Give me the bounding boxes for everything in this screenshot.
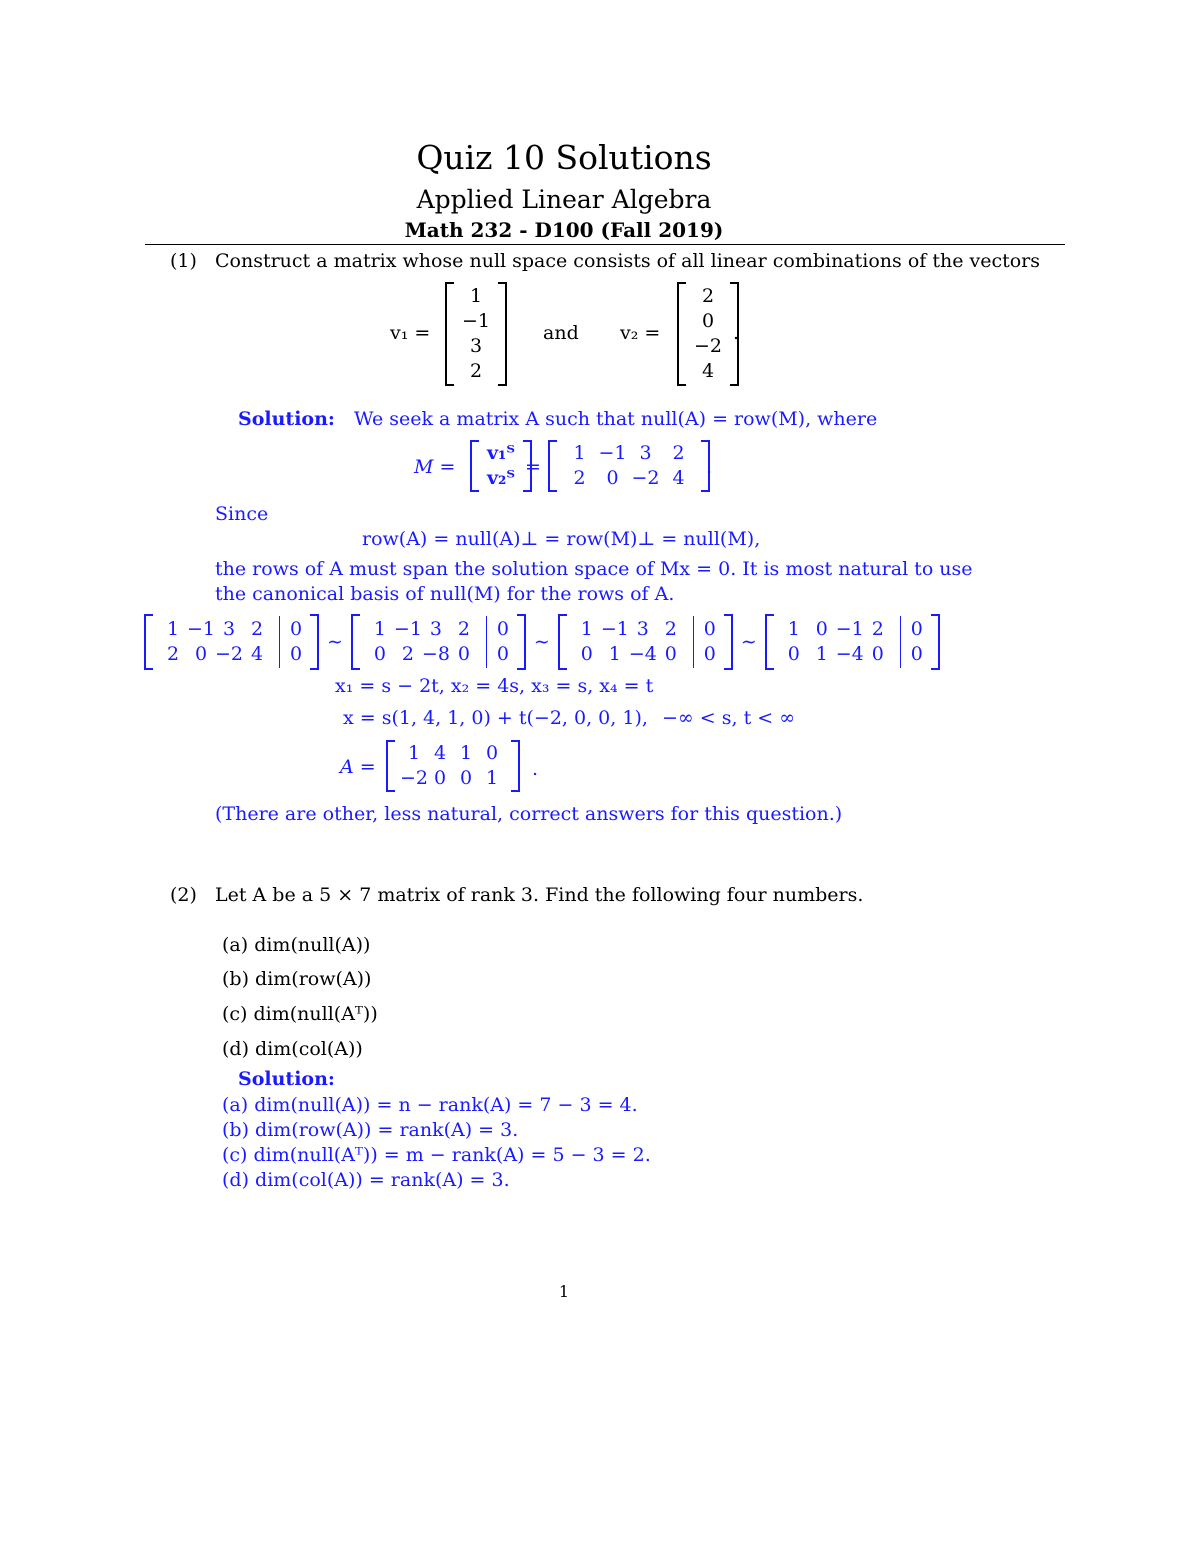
matrix-entry: 1 (608, 643, 621, 665)
matrix-entry: 1 (485, 767, 499, 789)
augmentation-bar (486, 616, 487, 668)
q2-answer-d: (d) dim(col(A)) = rank(A) = 3. (222, 1169, 510, 1191)
matrix-entry: 2 (573, 467, 586, 489)
since-equation: row(A) = null(A)⊥ = row(M)⊥ = null(M), (362, 528, 761, 550)
m-equals: = (525, 456, 541, 478)
matrix-entry: 2 (457, 618, 470, 640)
matrix-entry: −4 (835, 643, 864, 665)
matrix-entry: −1 (187, 618, 216, 640)
a-matrix (386, 740, 520, 792)
matrix-entry: 0 (289, 618, 303, 640)
q2-prompt: Let A be a 5 × 7 matrix of rank 3. Find the following four numbers. (215, 884, 864, 906)
matrix-entry: 4 (250, 643, 264, 665)
vector-entry: v₂ᵀ (487, 467, 515, 489)
vector-entry: −1 (461, 310, 490, 332)
matrix-entry: −1 (835, 618, 864, 640)
row-equivalent-symbol: ∼ (740, 631, 757, 653)
page-number: 1 (558, 1282, 570, 1301)
matrix-entry: −1 (600, 618, 629, 640)
row-equivalent-symbol: ∼ (533, 631, 550, 653)
v1-label: v₁ = (390, 322, 431, 344)
row-reduction (144, 614, 940, 670)
since-word: Since (215, 503, 269, 525)
augmentation-bar (693, 616, 694, 668)
q1-note: (There are other, less natural, correct answers for this question.) (215, 803, 843, 825)
course-info: Math 232 - D100 (Fall 2019) (404, 218, 724, 242)
header-rule (145, 244, 1065, 245)
matrix-entry: 3 (429, 618, 442, 640)
q2-item-d: (d) dim(col(A)) (222, 1038, 363, 1060)
augmentation-bar (279, 616, 280, 668)
m-period: . (706, 456, 713, 478)
vector-entry: v₁ᵀ (487, 442, 515, 464)
augmented-matrix (144, 614, 319, 670)
q1-paragraph-line2: the canonical basis of null(M) for the rows of A. (215, 583, 675, 605)
matrix-entry: 2 (664, 618, 677, 640)
q2-answer-a: (a) dim(null(A)) = n − rank(A) = 7 − 3 = 4. (222, 1094, 638, 1116)
matrix-entry: 3 (222, 618, 236, 640)
matrix-entry: 2 (166, 643, 180, 665)
matrix-entry: 0 (485, 742, 499, 764)
q1-solution-label: Solution: (238, 408, 335, 430)
matrix-entry: 3 (636, 618, 649, 640)
matrix-entry: 0 (459, 767, 473, 789)
augmented-matrix (351, 614, 526, 670)
matrix-entry: 3 (639, 442, 652, 464)
matrix-entry: 0 (457, 643, 470, 665)
m-label: M = (414, 456, 456, 478)
q2-item-c: (c) dim(null(Aᵀ)) (222, 1003, 378, 1025)
matrix-entry: −2 (631, 467, 660, 489)
matrix-entry: 1 (815, 643, 828, 665)
page-title: Quiz 10 Solutions (416, 138, 712, 177)
matrix-entry: 0 (815, 618, 828, 640)
matrix-entry: 0 (289, 643, 303, 665)
a-label: A = (340, 756, 376, 778)
matrix-entry: 0 (373, 643, 386, 665)
q2-number: (2) (170, 884, 197, 906)
q2-solution-label: Solution: (238, 1068, 335, 1090)
solution-vector-equation: x = s(1, 4, 1, 0) + t(−2, 0, 0, 1), (343, 707, 648, 729)
q2-item-b: (b) dim(row(A)) (222, 968, 372, 990)
matrix-entry: 0 (910, 618, 923, 640)
matrix-entry: 0 (871, 643, 884, 665)
m-transpose-vector (470, 440, 532, 492)
v2-label: v₂ = (620, 322, 661, 344)
a-period: . (532, 758, 539, 780)
matrix-entry: 4 (433, 742, 447, 764)
matrix-entry: 0 (496, 643, 509, 665)
matrix-entry: −1 (393, 618, 422, 640)
matrix-entry: 0 (664, 643, 677, 665)
matrix-entry: 2 (672, 442, 685, 464)
augmented-matrix (558, 614, 733, 670)
matrix-entry: 0 (703, 643, 716, 665)
vector-entry: −2 (693, 335, 722, 357)
m-matrix (548, 440, 713, 492)
matrix-entry: 0 (787, 643, 800, 665)
vector-entry: 2 (469, 360, 483, 382)
matrix-entry: −2 (215, 643, 244, 665)
matrix-entry: −2 (400, 767, 429, 789)
matrix-entry: 0 (496, 618, 509, 640)
matrix-entry: 1 (373, 618, 386, 640)
matrix-entry: 0 (433, 767, 447, 789)
matrix-entry: 0 (910, 643, 923, 665)
matrix-entry: 2 (250, 618, 264, 640)
matrix-entry: 2 (401, 643, 414, 665)
q2-item-a: (a) dim(null(A)) (222, 934, 371, 956)
matrix-entry: 0 (194, 643, 208, 665)
vector-entry: 3 (469, 335, 483, 357)
vector-entry: 4 (701, 360, 715, 382)
v1-vector (445, 282, 507, 386)
matrix-entry: 0 (703, 618, 716, 640)
vector-entry: 1 (469, 285, 483, 307)
parametric-equations: x₁ = s − 2t, x₂ = 4s, x₃ = s, x₄ = t (335, 675, 654, 697)
q1-prompt: Construct a matrix whose null space consists of all linear combinations of the vectors (215, 250, 1041, 272)
matrix-entry: 0 (580, 643, 593, 665)
v2-vector (677, 282, 739, 386)
matrix-entry: 1 (166, 618, 180, 640)
matrix-entry: 0 (606, 467, 619, 489)
q1-solution-intro: We seek a matrix A such that null(A) = row(M), where (354, 408, 878, 430)
row-equivalent-symbol: ∼ (327, 631, 343, 653)
matrix-entry: −8 (421, 643, 450, 665)
vector-entry: 2 (701, 285, 715, 307)
augmentation-bar (900, 616, 901, 668)
matrix-entry: −1 (598, 442, 627, 464)
matrix-entry: 4 (672, 467, 685, 489)
vector-entry: 0 (701, 310, 715, 332)
matrix-entry: 1 (787, 618, 800, 640)
parameter-range: −∞ < s, t < ∞ (662, 707, 796, 729)
matrix-entry: −4 (628, 643, 657, 665)
q2-answer-c: (c) dim(null(Aᵀ)) = m − rank(A) = 5 − 3 = 2. (222, 1144, 651, 1166)
q1-paragraph-line1: the rows of A must span the solution space of Mx = 0. It is most natural to use (215, 558, 973, 580)
vectors-period: . (733, 322, 740, 344)
matrix-entry: 1 (573, 442, 586, 464)
matrix-entry: 1 (580, 618, 593, 640)
augmented-matrix (765, 614, 940, 670)
q1-number: (1) (170, 250, 197, 272)
page-subtitle: Applied Linear Algebra (416, 185, 712, 214)
matrix-entry: 1 (459, 742, 473, 764)
matrix-entry: 1 (407, 742, 421, 764)
q2-answer-b: (b) dim(row(A)) = rank(A) = 3. (222, 1119, 519, 1141)
and-word: and (543, 322, 579, 344)
matrix-entry: 2 (871, 618, 884, 640)
